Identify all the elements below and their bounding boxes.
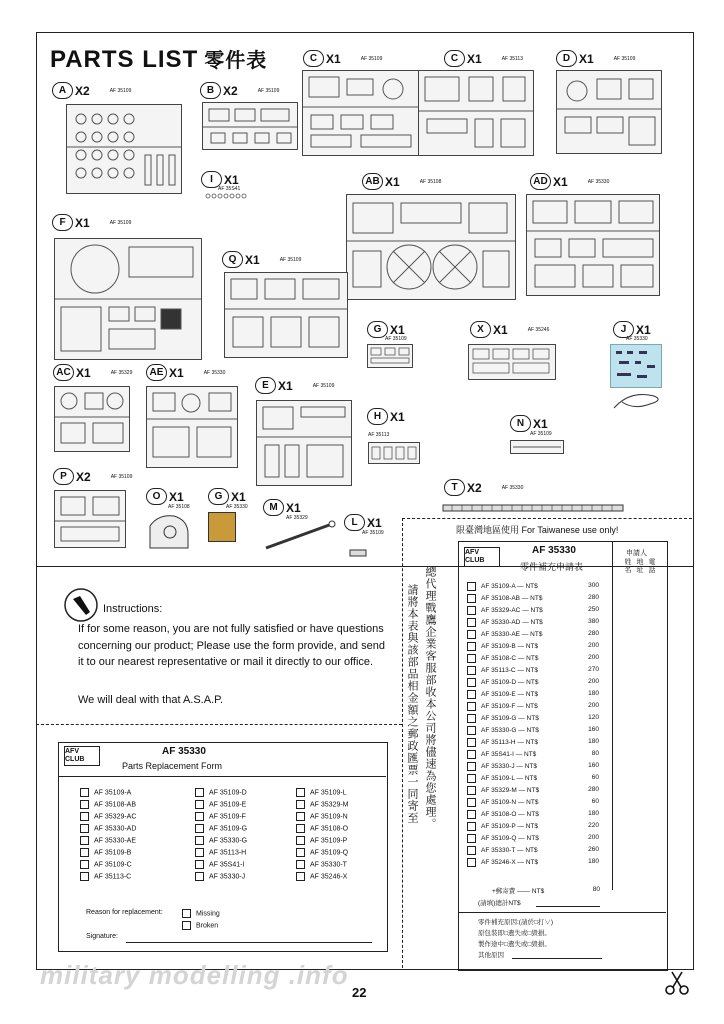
decal-block [208, 512, 236, 542]
reason-1-zh[interactable]: 原包裝即□遺失或□毀損。 [478, 930, 551, 937]
wire-drawing [610, 388, 666, 412]
sprue-label: L X1 [344, 514, 382, 531]
sprue-label: N X1 [510, 415, 548, 432]
sprue-code: AF 35S41 [218, 186, 241, 192]
sprue-h-drawing [368, 442, 420, 464]
tw-item[interactable]: AF 35330-G — NT$ 160 [467, 726, 599, 735]
sprue-q-drawing [224, 272, 348, 358]
form-item[interactable]: AF 35109-D [195, 788, 247, 797]
phone-label: 電話 [648, 558, 655, 574]
sprue-f-drawing [54, 238, 202, 360]
reason-2-zh[interactable]: 製作途中□遺失或□毀損。 [478, 941, 551, 948]
instructions-heading: Instructions: [103, 603, 163, 615]
watermark: military modelling .info [40, 960, 349, 990]
page-title: PARTS LIST 零件表 [50, 46, 268, 73]
tw-item[interactable]: AF 35109-G — NT$ 120 [467, 714, 599, 723]
sprue-label: F X1 AF 35109 [52, 214, 131, 231]
sprue-label: AB X1 AF 35108 [362, 173, 441, 190]
sprue-ae-drawing [146, 386, 238, 468]
sprue-ab-drawing [346, 194, 516, 300]
spring-drawing [349, 544, 367, 552]
sprue-code: AF 35330 [226, 504, 248, 510]
total-line [536, 906, 600, 907]
tw-item[interactable]: AF 35246-X — NT$ 180 [467, 858, 599, 867]
sprue-label: P X2 AF 35109 [53, 468, 132, 485]
form-item[interactable]: AF 35329-M [296, 800, 349, 809]
sprue-x-drawing [468, 344, 556, 380]
sprue-label: E X1 AF 35109 [255, 377, 334, 394]
reason-3-zh[interactable]: 其他原因 [478, 952, 504, 959]
tw-item[interactable]: AF 35108-AB — NT$ 280 [467, 594, 599, 603]
tw-item[interactable]: AF 35109-N — NT$ 60 [467, 798, 599, 807]
form-item[interactable]: AF 35330-AE [80, 836, 136, 845]
form-item[interactable]: AF 35330-G [195, 836, 247, 845]
tw-item[interactable]: AF 35109-A — NT$ 300 [467, 582, 599, 591]
sprue-label: G X1 [367, 321, 405, 338]
taiwan-mailing-instructions-2: 總代理戰鷹企業客服部收本公司將儘速為您處理。 [424, 566, 436, 830]
sprue-label: I X1 [201, 171, 239, 188]
tw-item[interactable]: AF 35109-D — NT$ 200 [467, 678, 599, 687]
form-item[interactable]: AF 35113-H [195, 848, 246, 857]
sprue-label: O X1 [146, 488, 184, 505]
sprue-e-drawing [256, 400, 352, 486]
sprue-ac-drawing [54, 386, 130, 452]
sprue-code: AF 35109 [362, 530, 384, 536]
tw-item[interactable]: AF 35109-P — NT$ 220 [467, 822, 599, 831]
sprue-label: J X1 [613, 321, 651, 338]
sprue-label: G X1 [208, 488, 246, 505]
tw-item[interactable]: AF 35108-C — NT$ 200 [467, 654, 599, 663]
tw-item[interactable]: AF 35108-O — NT$ 180 [467, 810, 599, 819]
sprue-c-drawing [302, 70, 422, 156]
taiwan-divider [402, 518, 403, 968]
sprue-code: AF 35330 [626, 336, 648, 342]
sprue-label: AD X1 AF 35330 [530, 173, 609, 190]
afv-club-logo-tw: AFV CLUB [464, 547, 500, 567]
form-cut-line [36, 724, 402, 725]
signature-line[interactable] [126, 942, 372, 943]
reason-divider [458, 912, 666, 913]
form-item[interactable]: AF 35109-G [195, 824, 247, 833]
sprue-label: H X1 [367, 408, 405, 425]
sprue-label: B X2 AF 35109 [200, 82, 279, 99]
sprue-ad-drawing [526, 194, 660, 296]
sprue-code: AF 35329 [286, 515, 308, 521]
tw-item[interactable]: AF 35113-C — NT$ 270 [467, 666, 599, 675]
postage-row: +郵寄費 —— NT$ 80 [492, 886, 600, 895]
taiwan-top-divider [402, 518, 692, 519]
tw-item[interactable]: AF 35113-H — NT$ 180 [467, 738, 599, 747]
total-row[interactable]: (請填)總計NT$ [478, 900, 521, 907]
sprue-p-drawing [54, 490, 126, 548]
form-item[interactable]: AF 35330-T [296, 860, 347, 869]
sprue-label: C X1 AF 35109 [303, 50, 382, 67]
applicant-divider [612, 541, 613, 890]
sprue-label: T X2 AF 35330 [444, 479, 523, 496]
sprue-label: A X2 AF 35109 [52, 82, 131, 99]
tw-item[interactable]: AF 35S41-I — NT$ 80 [467, 750, 599, 759]
tw-item[interactable]: AF 35329-M — NT$ 280 [467, 786, 599, 795]
sprue-j-decal [610, 344, 662, 388]
form-item[interactable]: AF 35109-C [80, 860, 132, 869]
reason-label: Reason for replacement: [86, 909, 163, 916]
form-item[interactable]: AF 35329-AC [80, 812, 136, 821]
taiwan-mailing-instructions-1: 請將本表與該部品相金額之郵政匯票一同寄至 [406, 584, 418, 824]
form-item[interactable]: AF 35109-N [296, 812, 348, 821]
name-label: 姓名 [624, 558, 631, 574]
sprue-label: X X1 AF 35246 [470, 321, 549, 338]
barrel-drawing [262, 518, 338, 552]
page-number: 22 [352, 985, 367, 1000]
sprue-n-drawing [510, 440, 564, 454]
afv-club-logo: AFV CLUB [64, 746, 100, 766]
form-title: Parts Replacement Form [122, 761, 223, 771]
form-item[interactable]: AF 35108-AB [80, 800, 136, 809]
form-item[interactable]: AF 35S41-I [195, 860, 244, 869]
sprue-code: AF 35108 [168, 504, 190, 510]
address-label: 地址 [636, 558, 643, 574]
sprue-g-drawing [367, 344, 413, 368]
taiwan-form-title: 零件補充申請表 [520, 562, 584, 572]
form-item[interactable]: AF 35109-L [296, 788, 347, 797]
tw-item[interactable]: AF 35109-E — NT$ 180 [467, 690, 599, 699]
sprue-i-drawing [205, 193, 249, 199]
applicant-label: 申請人 [626, 550, 647, 557]
sprue-code: AF 35109 [385, 336, 407, 342]
reason-broken-checkbox[interactable]: Broken [182, 921, 218, 930]
reason-title-zh: 零件補充原因:(請於□打∨) [478, 919, 554, 926]
track-drawing [442, 500, 624, 510]
tw-item[interactable]: AF 35330-AE — NT$ 280 [467, 630, 599, 639]
turret-drawing [146, 512, 192, 552]
signature-label: Signature: [86, 933, 118, 940]
sprue-code: AF 35113 [368, 432, 390, 438]
scissors-icon [664, 970, 690, 996]
instructions-body: If for some reason, you are not fully satisfied or have questions concerning our product; Please use the form provide, and send it to our nearest representative or mail it directly to our office. [78, 623, 385, 668]
sprue-b-drawing [202, 102, 298, 150]
form-item[interactable]: AF 35246-X [296, 872, 347, 881]
tw-item[interactable]: AF 35109-F — NT$ 200 [467, 702, 599, 711]
tw-item[interactable]: AF 35330-J — NT$ 160 [467, 762, 599, 771]
tw-item[interactable]: AF 35109-Q — NT$ 200 [467, 834, 599, 843]
reason-missing-checkbox[interactable]: Missing [182, 909, 220, 918]
sprue-label: Q X1 AF 35109 [222, 251, 301, 268]
sprue-label: M X1 [263, 499, 301, 516]
form-item[interactable]: AF 35330-J [195, 872, 245, 881]
form-item[interactable]: AF 35109-Q [296, 848, 348, 857]
form-item[interactable]: AF 35109-P [296, 836, 347, 845]
sprue-c2-drawing [418, 70, 534, 156]
other-reason-line[interactable] [512, 958, 602, 959]
form-item[interactable]: AF 35109-A [80, 788, 131, 797]
sprue-label: AC X1 AF 35329 [53, 364, 132, 381]
sprue-a-drawing [66, 104, 182, 194]
tw-item[interactable]: AF 35109-B — NT$ 200 [467, 642, 599, 651]
pen-icon [64, 588, 98, 622]
form-item[interactable]: AF 35108-O [296, 824, 348, 833]
form-code: AF 35330 [162, 746, 206, 757]
sprue-label: AE X1 AF 35330 [146, 364, 225, 381]
taiwan-form-code: AF 35330 [532, 545, 576, 556]
tw-item[interactable]: AF 35109-L — NT$ 60 [467, 774, 599, 783]
form-item[interactable]: AF 35109-F [195, 812, 246, 821]
tw-item[interactable]: AF 35330-AD — NT$ 380 [467, 618, 599, 627]
form-item[interactable]: AF 35330-AD [80, 824, 136, 833]
sprue-label: C X1 AF 35113 [444, 50, 523, 67]
tw-item[interactable]: AF 35329-AC — NT$ 250 [467, 606, 599, 615]
replacement-form [58, 742, 388, 952]
sprue-label: D X1 AF 35109 [556, 50, 635, 67]
sprue-d-drawing [556, 70, 662, 154]
form-item[interactable]: AF 35113-C [80, 872, 131, 881]
tw-item[interactable]: AF 35330-T — NT$ 260 [467, 846, 599, 855]
sprue-code: AF 35109 [530, 431, 552, 437]
instructions-closing: We will deal with that A.S.A.P. [78, 694, 224, 706]
form-header-line [58, 776, 386, 777]
taiwan-header: 限臺灣地區使用 For Taiwanese use only! [456, 525, 619, 535]
form-item[interactable]: AF 35109-B [80, 848, 131, 857]
form-item[interactable]: AF 35109-E [195, 800, 246, 809]
